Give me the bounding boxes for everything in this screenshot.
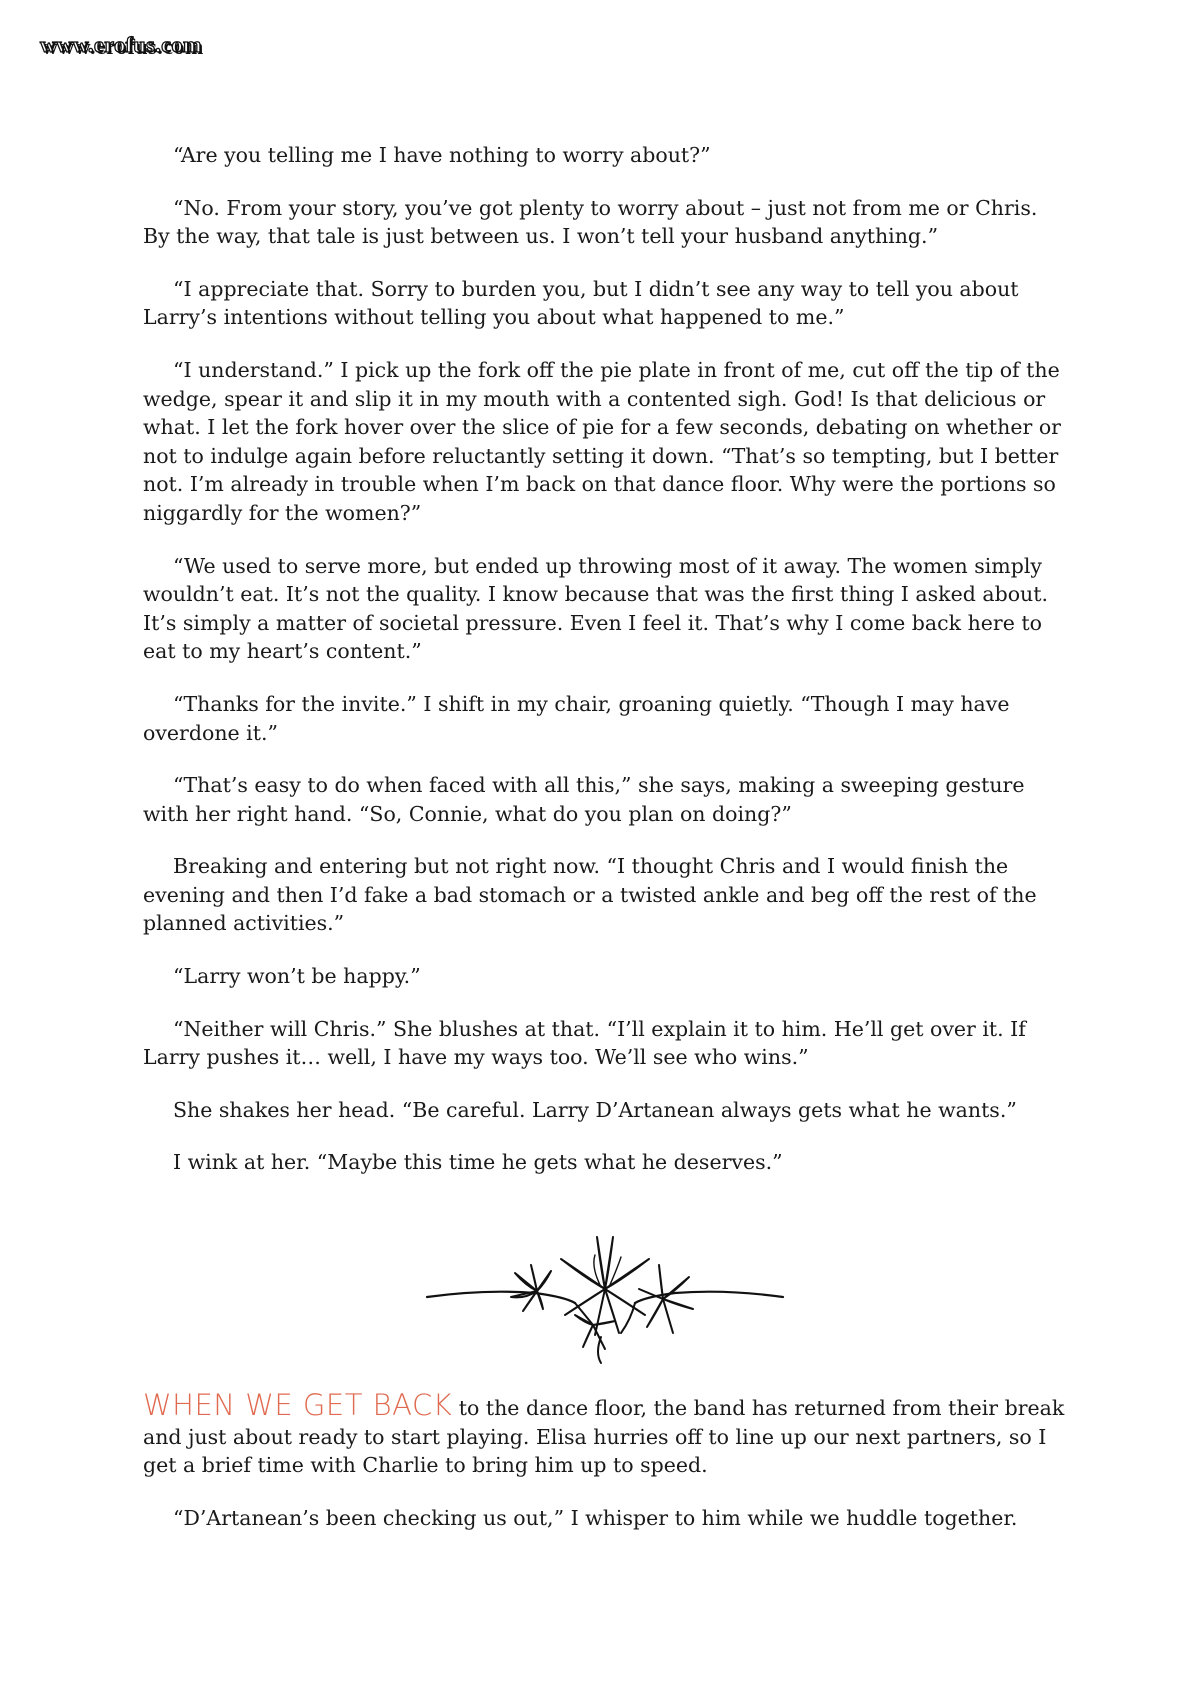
paragraph: “Neither will Chris.” She blushes at that. “I’ll explain it to him. He’ll get over it. If Larry pushes it… well, I have my ways too. We’ll see who wins.” xyxy=(143,1016,1026,1070)
paragraph: “I understand.” I pick up the fork off the pie plate in front of me, cut off the tip of the wedge, spear it and slip it in my mouth with a contented sigh. God! Is that delicious or what. I let the fork hover over the slice of pie for a few seconds, debating on whether or not to indulge again before reluctantly setting it down. “That’s so tempting, but I better not. I’m already in trouble when I’m back on that dance floor. Why were the portions so niggardly for the women?” xyxy=(143,357,1061,525)
paragraph: “Thanks for the invite.” I shift in my chair, groaning quietly. “Though I may have overdone it.” xyxy=(143,691,1010,745)
paragraph: “I appreciate that. Sorry to burden you, but I didn’t see any way to tell you about Larry’s intentions without telling you about what happened to me.” xyxy=(143,276,1019,330)
paragraph: She shakes her head. “Be careful. Larry D’Artanean always gets what he wants.” xyxy=(173,1097,1017,1122)
paragraph: “Larry won’t be happy.” xyxy=(173,964,421,989)
section-opening-paragraph xyxy=(143,1388,1066,1480)
paragraph: “Are you telling me I have nothing to worry about?” xyxy=(173,143,711,167)
watermark: www.erofus.com xyxy=(40,32,202,57)
page-body xyxy=(143,141,1066,1556)
section-lead-in: WHEN WE GET BACK xyxy=(143,1388,453,1423)
flower-divider-icon xyxy=(425,1229,785,1365)
paragraph: “No. From your story, you’ve got plenty to worry about – just not from me or Chris. By the way, that tale is just between us. I won’t tell your husband anything.” xyxy=(143,195,1038,249)
section-opening-text: to the dance floor, the band has returned from their break and just about ready to start playing. Elisa hurries off to line up our next partners, so I get a brief time with Charlie to bring him up to speed. xyxy=(143,1396,1065,1478)
paragraph: “We used to serve more, but ended up throwing most of it away. The women simply wouldn’t eat. It’s not the quality. I know because that was the first thing I asked about. It’s simply a matter of societal pressure. Even I feel it. That’s why I come back here to eat to my heart’s content.” xyxy=(143,553,1049,664)
paragraph: Breaking and entering but not right now. “I thought Chris and I would finish the evening and then I’d fake a bad stomach or a twisted ankle and beg off the rest of the planned activities.” xyxy=(143,854,1037,936)
paragraph: “That’s easy to do when faced with all this,” she says, making a sweeping gesture with her right hand. “So, Connie, what do you plan on doing?” xyxy=(143,773,1025,826)
paragraph: “D’Artanean’s been checking us out,” I whisper to him while we huddle together. xyxy=(173,1505,1018,1530)
paragraph: I wink at her. “Maybe this time he gets what he deserves.” xyxy=(173,1150,783,1175)
